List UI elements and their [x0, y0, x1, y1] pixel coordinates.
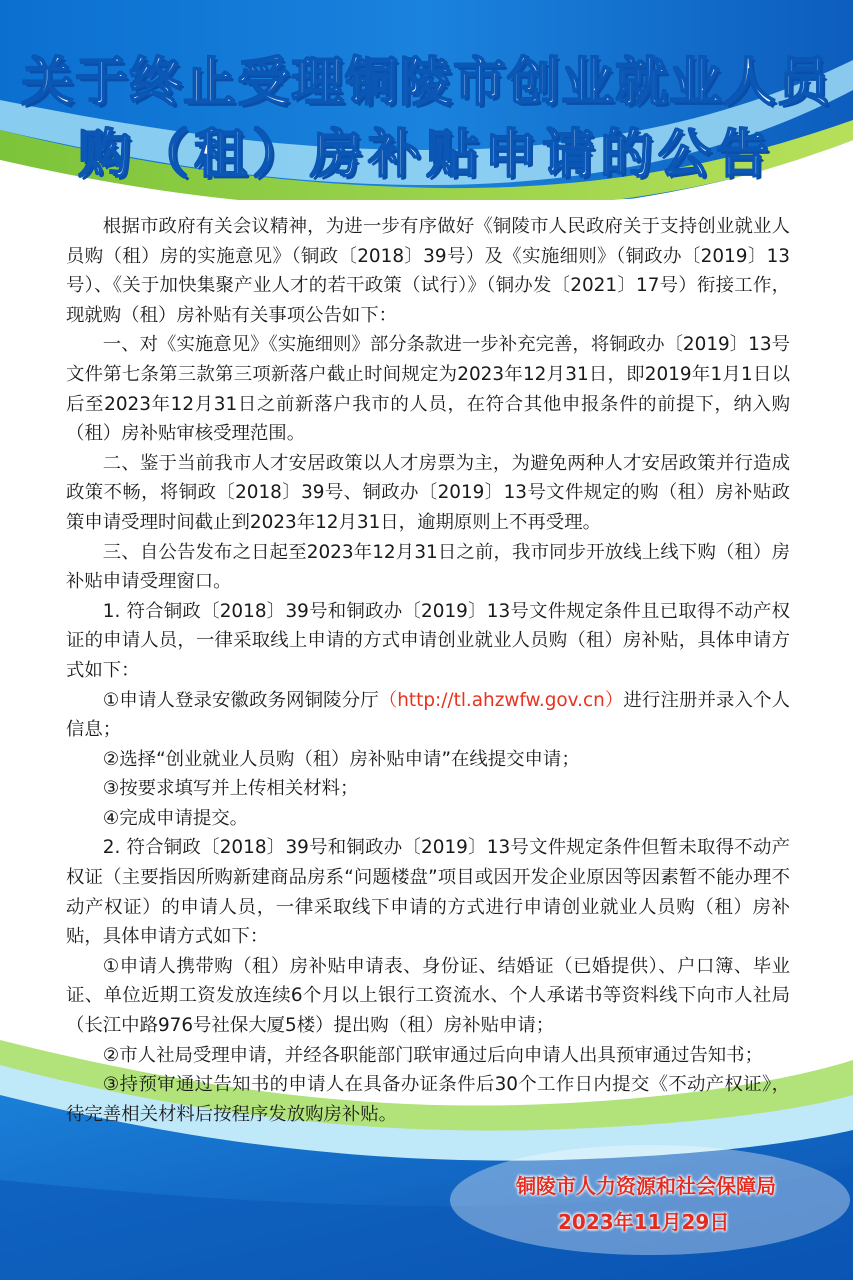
offline-step-1: ①申请人携带购（租）房补贴申请表、身份证、结婚证（已婚提供）、户口簿、毕业证、单位近期工资发放连续6个月以上银行工资流水、个人承诺书等资料线下向市人社局（长江中路976号社保大厦5楼）提出购（租）房补贴申请；	[66, 955, 790, 1037]
item-2-paragraph: 二、鉴于当前我市人才安居政策以人才房票为主，为避免两种人才安居政策并行造成政策不畅，将铜政〔2018〕39号、铜政办〔2019〕13号文件规定的购（租）房补贴政策申请受理时间截止到2023年12月31日，逾期原则上不再受理。	[66, 452, 790, 533]
item-1-paragraph: 一、对《实施意见》《实施细则》部分条款进一步补充完善，将铜政办〔2019〕13号文件第七条第三款第三项新落户截止时间规定为2023年12月31日，即2019年1月1日以后至2023年12月31日之前新落户我市的人员，在符合其他申报条件的前提下，纳入购（租）房补贴审核受理范围。	[66, 334, 790, 445]
online-step-3: ③按要求填写并上传相关材料；	[102, 778, 359, 800]
intro-paragraph: 根据市政府有关会议精神，为进一步有序做好《铜陵市人民政府关于支持创业就业人员购（租）房的实施意见》（铜政〔2018〕39号）及《实施细则》（铜政办〔2019〕13号）、《关于加快集聚产业人才的若干政策（试行）》（铜办发〔2021〕17号）衔接工作，现就购（租）房补贴有关事项公告如下：	[66, 216, 790, 326]
notice-body	[66, 212, 790, 1129]
website-link[interactable]: （http://tl.ahzwfw.gov.cn）	[378, 689, 624, 711]
notice-title-line-1: 关于终止受理铜陵市创业就业人员	[21, 52, 832, 113]
offline-step-3: ③持预审通过告知书的申请人在具备办证条件后30个工作日内提交《不动产权证》，待完善相关材料后按程序发放购房补贴。	[66, 1074, 790, 1125]
online-step-1-text: ①申请人登录安徽政务网铜陵分厅	[102, 689, 379, 711]
issue-date: 2023年11月29日	[558, 1210, 730, 1234]
item-3-paragraph: 三、自公告发布之日起至2023年12月31日之前，我市同步开放线上线下购（租）房补贴申请受理窗口。	[66, 541, 790, 593]
notice-title-line-2: 购（租）房补贴申请的公告	[78, 124, 775, 185]
online-step-4: ④完成申请提交。	[102, 807, 249, 829]
online-application-paragraph: 1. 符合铜政〔2018〕39号和铜政办〔2019〕13号文件规定条件且已取得不动产权证的申请人员，一律采取线上申请的方式申请创业就业人员购（租）房补贴，具体申请方式如下：	[66, 600, 790, 681]
offline-step-2: ②市人社局受理申请，并经各职能部门联审通过后向申请人出具预审通过告知书；	[102, 1044, 763, 1066]
online-step-1-rest: 进行注册并录入个人信息；	[66, 689, 790, 741]
online-step-1	[66, 686, 790, 745]
issuing-authority: 铜陵市人力资源和社会保障局	[516, 1174, 776, 1198]
online-step-2: ②选择“创业就业人员购（租）房补贴申请”在线提交申请；	[102, 748, 580, 770]
offline-application-paragraph: 2. 符合铜政〔2018〕39号和铜政办〔2019〕13号文件规定条件但暂未取得不动产权证（主要指因所购新建商品房系“问题楼盘”项目或因开发企业原因等因素暂不能办理不动产权证）的申请人员，一律采取线下申请的方式进行申请创业就业人员购（租）房补贴，具体申请方式如下：	[66, 837, 790, 948]
